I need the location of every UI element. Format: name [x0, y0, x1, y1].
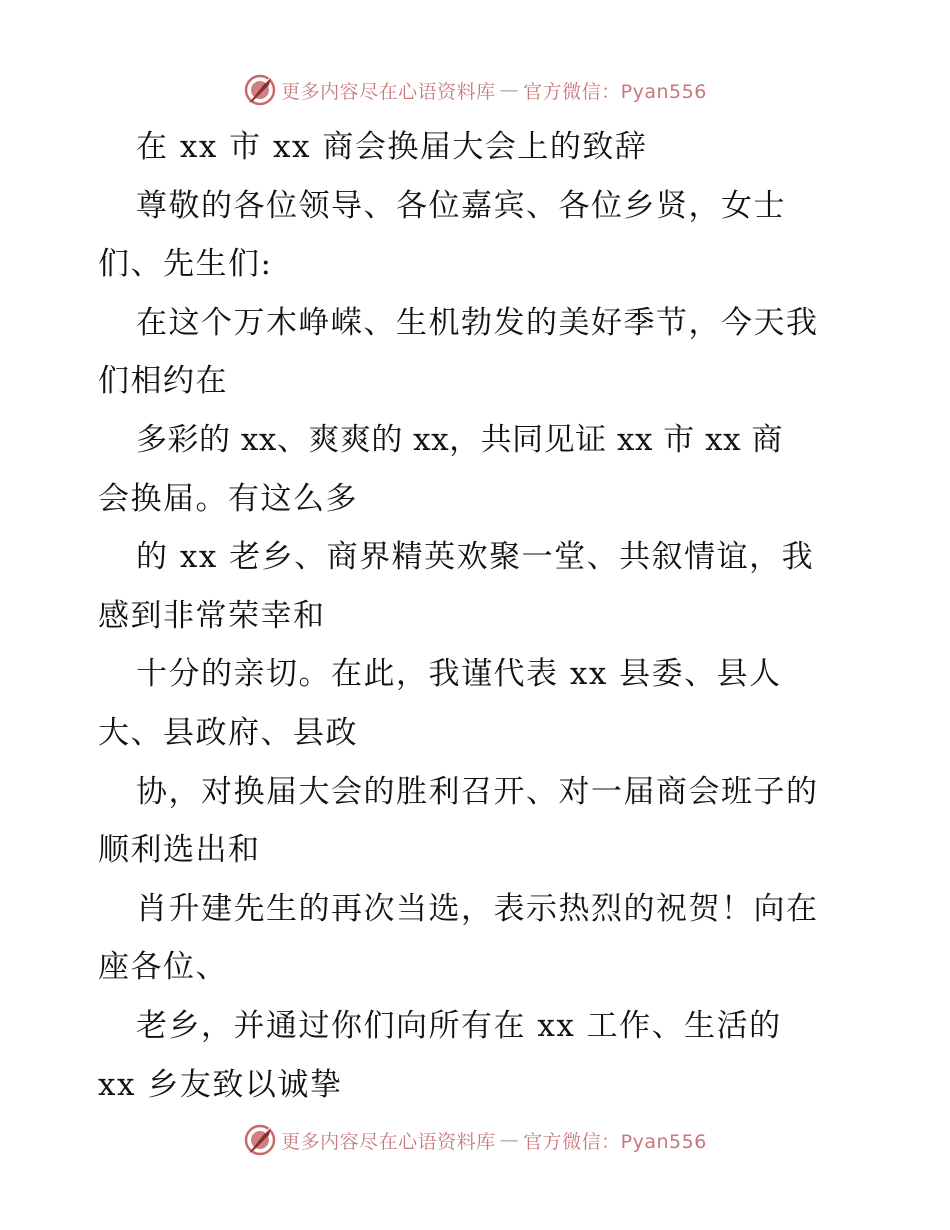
watermark-footer [0, 1120, 950, 1160]
document-title: 在 xx 市 xx 商会换届大会上的致辞 [136, 129, 648, 165]
watermark-main-text: 更多内容尽在心语资料库 [281, 1130, 496, 1153]
paragraph-line: 尊敬的各位领导、各位嘉宾、各位乡贤，女士 [136, 187, 786, 224]
document-body [98, 124, 858, 1120]
paragraph-line: 会换届。有这么多 [98, 480, 358, 517]
paragraph-line: 们相约在 [98, 363, 228, 400]
paragraph-line: 多彩的 xx、爽爽的 xx，共同见证 xx 市 xx 商 [136, 421, 783, 458]
paragraph-line: 顺利选出和 [98, 832, 261, 869]
paragraph-line: 座各位、 [98, 949, 228, 986]
paragraph-line: 肖升建先生的再次当选，表示热烈的祝贺！向在 [136, 890, 819, 927]
quill-pen-logo-icon [243, 73, 277, 107]
paragraph-line: 大、县政府、县政 [98, 714, 358, 751]
watermark-main-text: 更多内容尽在心语资料库 [281, 80, 496, 103]
watermark-header [0, 70, 950, 110]
watermark-separator: — [499, 79, 520, 101]
paragraph-line: 们、先生们: [98, 246, 273, 283]
quill-pen-logo-icon [243, 1123, 277, 1157]
paragraph-line: 老乡，并通过你们向所有在 xx 工作、生活的 [136, 1007, 782, 1044]
paragraph-line: 在这个万木峥嵘、生机勃发的美好季节，今天我 [136, 304, 819, 341]
paragraph-line: 感到非常荣幸和 [98, 597, 326, 634]
watermark-wechat-text: 官方微信：Pyan556 [523, 80, 707, 103]
watermark-wechat-text: 官方微信：Pyan556 [523, 1130, 707, 1153]
paragraph-line: 十分的亲切。在此，我谨代表 xx 县委、县人 [136, 656, 782, 693]
paragraph-line: 的 xx 老乡、商界精英欢聚一堂、共叙情谊，我 [136, 539, 815, 576]
paragraph-line: 协，对换届大会的胜利召开、对一届商会班子的 [136, 773, 819, 810]
paragraph-line: xx 乡友致以诚挚 [98, 1066, 343, 1103]
watermark-separator: — [499, 1129, 520, 1151]
